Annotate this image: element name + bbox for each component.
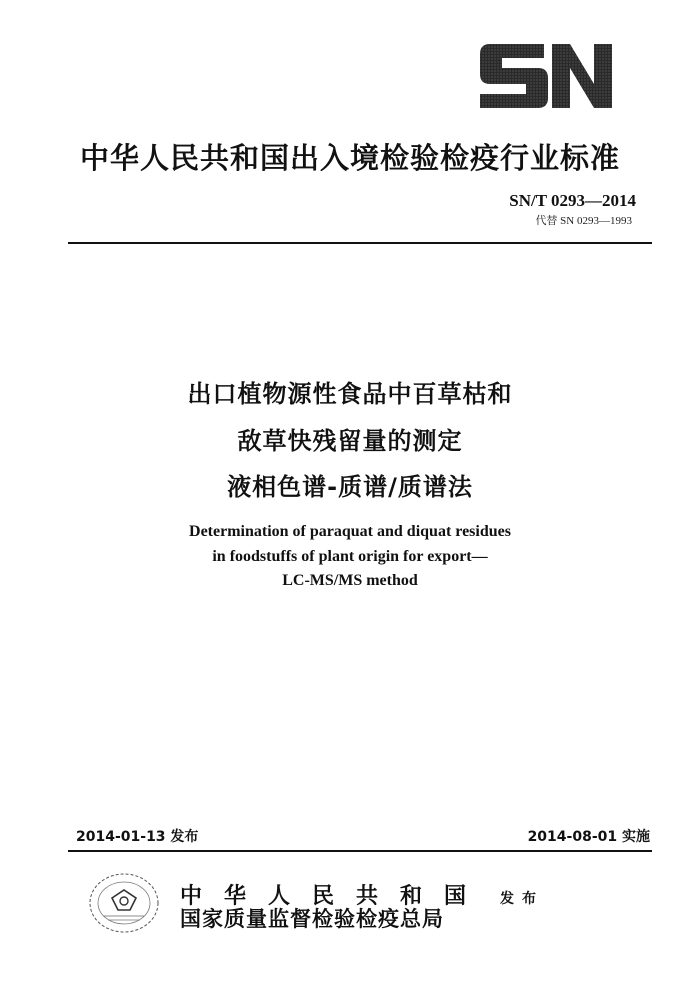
chinese-title-line-1: 出口植物源性食品中百草枯和 xyxy=(187,380,513,408)
industry-standard-title: 中华人民共和国出入境检验检疫行业标准 xyxy=(79,141,620,175)
english-title-line-2: in foodstuffs of plant origin for export— xyxy=(212,548,488,565)
replaces-standard: 代替 SN 0293—1993 xyxy=(535,215,632,227)
official-seal-stamp xyxy=(86,870,162,936)
chinese-title-line-3: 液相色谱-质谱/质谱法 xyxy=(227,473,473,501)
issue-date: 2014-01-13 发布 xyxy=(76,829,199,845)
english-title-line-1: Determination of paraquat and diquat residues xyxy=(189,523,511,540)
effective-date: 2014-08-01 实施 xyxy=(527,829,650,845)
chinese-title-line-2: 敌草快残留量的测定 xyxy=(237,427,463,455)
standard-number: SN/T 0293—2014 xyxy=(509,191,636,210)
issuer-country: 中华人民共和国 xyxy=(180,883,489,909)
issuer-agency: 国家质量监督检验检疫总局 xyxy=(180,906,444,931)
bottom-divider xyxy=(68,850,652,852)
top-divider xyxy=(68,242,652,244)
publish-label: 发布 xyxy=(500,891,544,907)
english-title-line-3: LC-MS/MS method xyxy=(282,572,418,589)
sn-logo xyxy=(476,40,616,110)
